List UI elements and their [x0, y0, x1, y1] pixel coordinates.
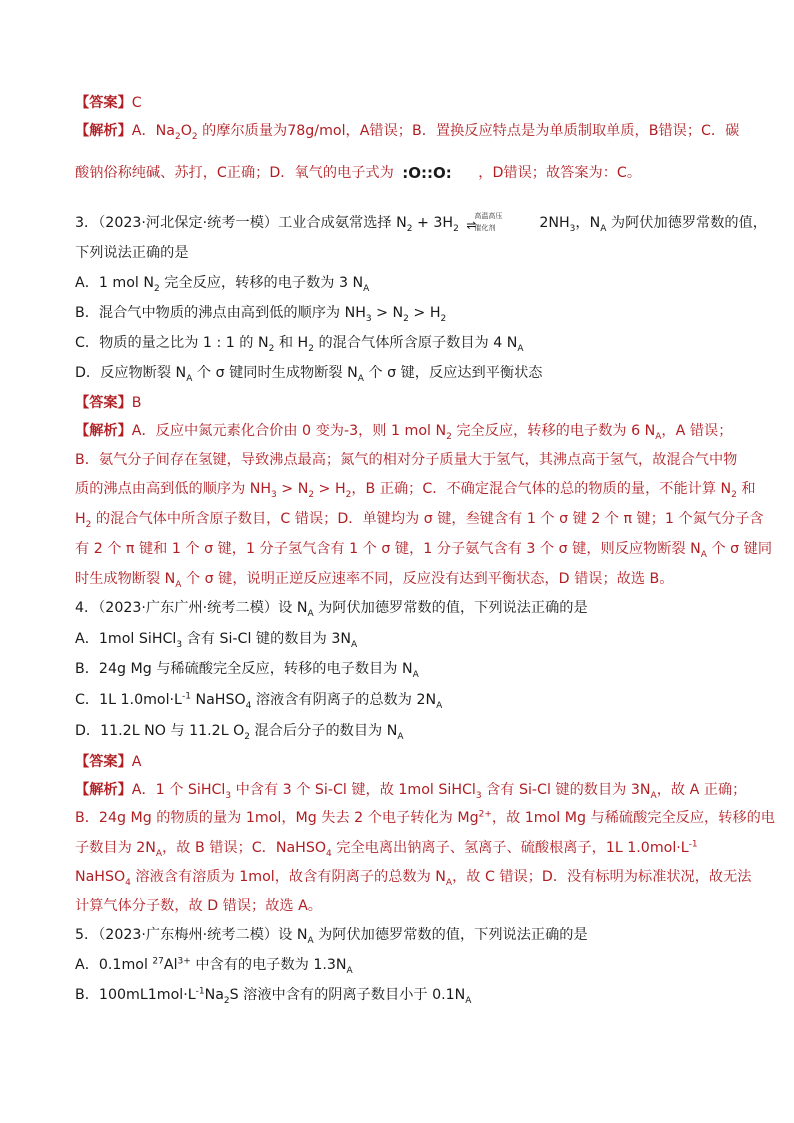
q4-stem: 4．（2023·广东广州·统考二模）设 $N_A$ 为阿伏加德罗常数的值，下列说法正确的是 — [75, 600, 588, 619]
q4-option-a: A．1mol SiHCl$_3$ 含有 Si-Cl 键的数目为 $3N_A$ — [75, 631, 358, 650]
q4-analysis-line-5: 计算气体分子数，故 D 错误；故选 A。 — [75, 898, 322, 914]
q3-analysis-line-2: B．氨气分子间存在氢键，导致沸点最高；氮气的相对分子质量大于氢气，其沸点高于氢气，故混合气中物 — [75, 452, 738, 468]
q3-analysis-line-3: 质的沸点由高到低的顺序为 $NH_3 > N_2 > H_2$，B 正确；C．不确定混合气体的总的物质的量，不能计算 $N_2$ 和 — [75, 481, 756, 500]
q3-analysis-line-1: 【解析】A．反应中氮元素化合价由 0 变为-3，则 1 mol $N_2$ 完全反应，转移的电子数为 6 $N_A$，A 错误； — [75, 423, 733, 442]
q4-answer-line: 【答案】A — [75, 754, 142, 770]
q3-option-c: C．物质的量之比为 1 : 1 的 $N_2$ 和 $H_2$ 的混合气体所含原子数目为 4 $N_A$ — [75, 335, 524, 354]
q2-answer-line — [75, 93, 725, 113]
q4-option-c: C．1L $1.0mol\cdot L^{-1}$ NaHSO$_4$ 溶液含有阴离子的总数为 $2N_A$ — [75, 691, 443, 711]
q5-option-a: A．0.1mol $^{27}Al^{3+}$ 中含有的电子数为 $1.3N_A$ — [75, 956, 353, 976]
q3-analysis-line-4: $H_2$ 的混合气体中所含原子数目，C 错误；D．单键均为 σ 键，叁键含有 1 个 σ 键 2 个 π 键；1 个氮气分子含 — [75, 511, 764, 530]
q3-option-b: B．混合气中物质的沸点由高到低的顺序为 $NH_3 > N_2 > H_2$ — [75, 305, 447, 324]
q3-analysis-line-6: 时生成物断裂 $N_A$ 个 σ 键，说明正逆反应速率不同，反应没有达到平衡状态，D 错误；故选 B。 — [75, 571, 674, 590]
q4-analysis-line-2: B．24g Mg 的物质的量为 1mol，Mg 失去 2 个电子转化为 $Mg^{2+}$，故 1mol Mg 与稀硫酸完全反应，转移的电 — [75, 809, 775, 826]
answer-tag: 【答案】 — [75, 95, 132, 111]
q3-option-a: A．1 mol $N_2$ 完全反应，转移的电子数为 3 $N_A$ — [75, 275, 370, 294]
q3-answer-line: 【答案】B — [75, 395, 142, 411]
q4-analysis-line-4: NaHSO$_4$ 溶液含有溶质为 1mol，故含有阴离子的总数为 $N_A$，故 C 错误；D．没有标明为标准状况，故无法 — [75, 869, 752, 888]
q4-analysis-line-1: 【解析】A．1 个 SiHCl$_3$ 中含有 3 个 Si-Cl 键，故 1mol SiHCl$_3$ 含有 Si-Cl 键的数目为 $3N_A$，故 A 正确； — [75, 782, 747, 801]
q2-analysis-line-1: 【解析】A．$Na_2O_2$ 的摩尔质量为78g/mol，A错误；B．置换反应特点是为单质制取单质，B错误；C．碳 — [75, 123, 740, 142]
q5-stem: 5．（2023·广东梅州·统考二模）设 $N_A$ 为阿伏加德罗常数的值，下列说法正确的是 — [75, 927, 588, 946]
q3-stem-line-1: 3．（2023·河北保定·统考一模）工业合成氨常选择 $N_2 + 3H_2$ 高温高压 ⇌ 催化剂 $2NH_3$，$N_A$ 为阿伏加德罗常数的值， — [75, 212, 767, 234]
q4-option-b: B．24g Mg 与稀硫酸完全反应，转移的电子数目为 $N_A$ — [75, 661, 419, 680]
answer-value: C — [131, 95, 142, 111]
analysis-tag: 【解析】 — [75, 123, 132, 139]
q4-analysis-line-3: 子数目为 $2N_A$，故 B 错误；C．NaHSO$_4$ 完全电离出钠离子、氢离子、硫酸根离子，1L $1.0mol\cdot L^{-1}$ — [75, 839, 698, 859]
q2-analysis-line-2: 酸钠俗称纯碱、苏打，C正确；D．氧气的电子式为 :O::O: ，D错误；故答案为：C。 — [75, 164, 642, 182]
q3-analysis-line-5: 有 2 个 π 键和 1 个 σ 键，1 分子氢气含有 1 个 σ 键，1 分子氨气含有 3 个 σ 键，则反应物断裂 $N_A$ 个 σ 键同 — [75, 541, 773, 560]
q3-stem-line-2: 下列说法正确的是 — [75, 245, 189, 261]
q4-option-d: D．11.2L NO 与 11.2L $O_2$ 混合后分子的数目为 $N_A$ — [75, 723, 404, 742]
q3-option-d: D．反应物断裂 $N_A$ 个 σ 键同时生成物断裂 $N_A$ 个 σ 键，反应达到平衡状态 — [75, 365, 543, 384]
q5-option-b: B．$100mL1mol\cdot L^{-1}Na_2S$ 溶液中含有的阴离子数目小于 $0.1N_A$ — [75, 986, 472, 1006]
reaction-conditions-arrow: 高温高压 ⇌ 催化剂 — [466, 212, 503, 232]
oxygen-lewis-structure: :O::O: — [402, 164, 452, 182]
